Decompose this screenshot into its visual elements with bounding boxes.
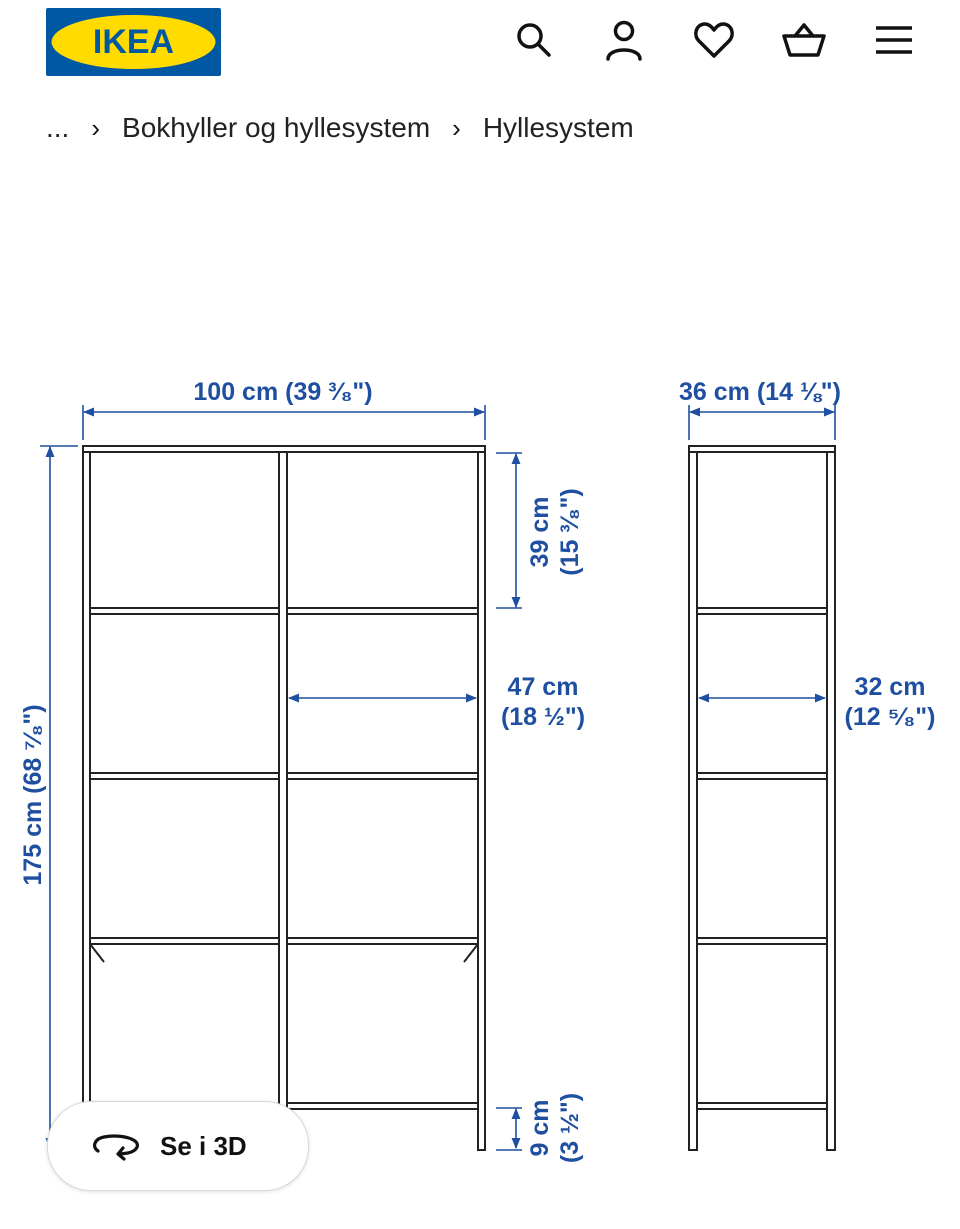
logo-text: IKEA — [92, 23, 175, 61]
basket-icon[interactable] — [778, 14, 830, 66]
front-view-shelf — [83, 446, 485, 1150]
total-height-label: 175 cm (68 ⁷⁄₈") — [19, 704, 47, 886]
search-icon[interactable] — [508, 14, 560, 66]
breadcrumb — [46, 112, 634, 144]
chevron-right-icon: › — [91, 112, 101, 143]
ikea-logo[interactable] — [46, 8, 221, 76]
side-view-shelf — [689, 446, 835, 1150]
inner-depth-cm-label: 32 cm — [854, 673, 926, 701]
front-width-label: 100 cm (39 ³⁄₈") — [193, 378, 373, 406]
menu-icon[interactable] — [868, 14, 920, 66]
inner-width-in-label: (18 ½") — [500, 703, 586, 731]
dimension-drawing — [0, 300, 960, 1229]
bottom-clearance-cm-label: 9 cm — [526, 1099, 554, 1157]
chevron-right-icon: › — [452, 112, 461, 143]
breadcrumb-item-shelving[interactable]: Hyllesystem — [482, 112, 634, 143]
top-compartment-cm-label: 39 cm — [526, 496, 554, 568]
bottom-clearance-in-label: (3 ½") — [556, 1092, 584, 1164]
rotate-3d-icon — [90, 1131, 142, 1161]
breadcrumb-item-bookshelves[interactable]: Bokhyller og hyllesystem — [122, 112, 431, 143]
breadcrumb-ellipsis[interactable]: ... — [46, 112, 70, 143]
heart-icon[interactable] — [688, 14, 740, 66]
inner-width-cm-label: 47 cm — [507, 673, 579, 701]
top-compartment-in-label: (15 ³⁄₈") — [556, 488, 584, 576]
site-header — [0, 0, 960, 90]
side-depth-label: 36 cm (14 ⅛") — [679, 378, 841, 406]
view-in-3d-label: Se i 3D — [160, 1130, 247, 1161]
inner-depth-in-label: (12 ⁵⁄₈") — [844, 703, 936, 731]
account-icon[interactable] — [598, 14, 650, 66]
view-in-3d-button[interactable] — [47, 1101, 309, 1191]
